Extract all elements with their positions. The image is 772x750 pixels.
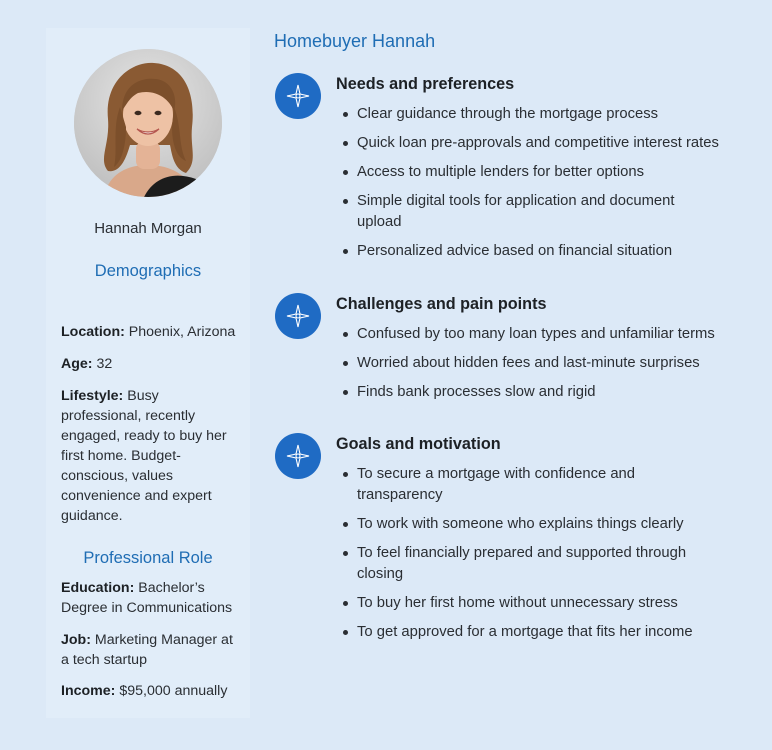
section-heading-challenges: Challenges and pain points <box>336 295 547 313</box>
list-item: To get approved for a mortgage that fits her income <box>337 622 737 643</box>
income-field <box>61 681 243 701</box>
list-item: Clear guidance through the mortgage process <box>337 104 737 125</box>
list-item: Worried about hidden fees and last-minute surprises <box>337 353 737 374</box>
education-field <box>61 578 243 618</box>
list-item: Confused by too many loan types and unfamiliar terms <box>337 324 737 345</box>
challenges-list <box>337 324 737 411</box>
lifestyle-label: Lifestyle: <box>61 388 128 404</box>
page-title: Homebuyer Hannah <box>274 31 436 51</box>
age-label: Age: <box>61 356 97 372</box>
location-field <box>61 322 243 342</box>
persona-name: Hannah Morgan <box>94 220 202 237</box>
list-item: Finds bank processes slow and rigid <box>337 382 737 403</box>
income-value: $95,000 annually <box>119 683 228 699</box>
compass-icon <box>275 293 321 339</box>
education-label: Education: <box>61 580 139 596</box>
section-heading-needs: Needs and preferences <box>336 75 515 93</box>
list-item: To buy her first home without unnecessary stress <box>337 593 737 614</box>
job-label: Job: <box>61 632 95 648</box>
job-value: Marketing Manager at a tech startup <box>61 632 233 668</box>
section-heading-goals: Goals and motivation <box>336 435 501 453</box>
compass-icon <box>275 433 321 479</box>
job-field <box>61 630 243 670</box>
lifestyle-field <box>61 386 243 526</box>
professional-role-title: Professional Role <box>83 549 213 567</box>
list-item: Simple digital tools for application and document upload <box>337 191 697 233</box>
list-item: To secure a mortgage with confidence and transparency <box>337 464 667 506</box>
age-value: 32 <box>96 356 113 372</box>
lifestyle-value: Busy professional, recently engaged, ready to buy her first home. Budget-conscious, values convenience and expert guidance. <box>61 388 227 524</box>
list-item: To feel financially prepared and supported through closing <box>337 543 707 585</box>
list-item: Access to multiple lenders for better options <box>337 162 737 183</box>
list-item: To work with someone who explains things clearly <box>337 514 737 535</box>
list-item: Quick loan pre-approvals and competitive interest rates <box>337 133 737 154</box>
compass-icon <box>275 73 321 119</box>
list-item: Personalized advice based on financial situation <box>337 241 737 262</box>
age-field <box>61 354 243 374</box>
location-label: Location: <box>61 324 129 340</box>
needs-list <box>337 104 737 270</box>
goals-list <box>337 464 737 651</box>
demographics-title: Demographics <box>94 262 202 280</box>
income-label: Income: <box>61 683 120 699</box>
avatar <box>74 49 222 197</box>
location-value: Phoenix, Arizona <box>128 324 236 340</box>
education-value: Bachelor’s Degree in Communications <box>61 580 233 616</box>
